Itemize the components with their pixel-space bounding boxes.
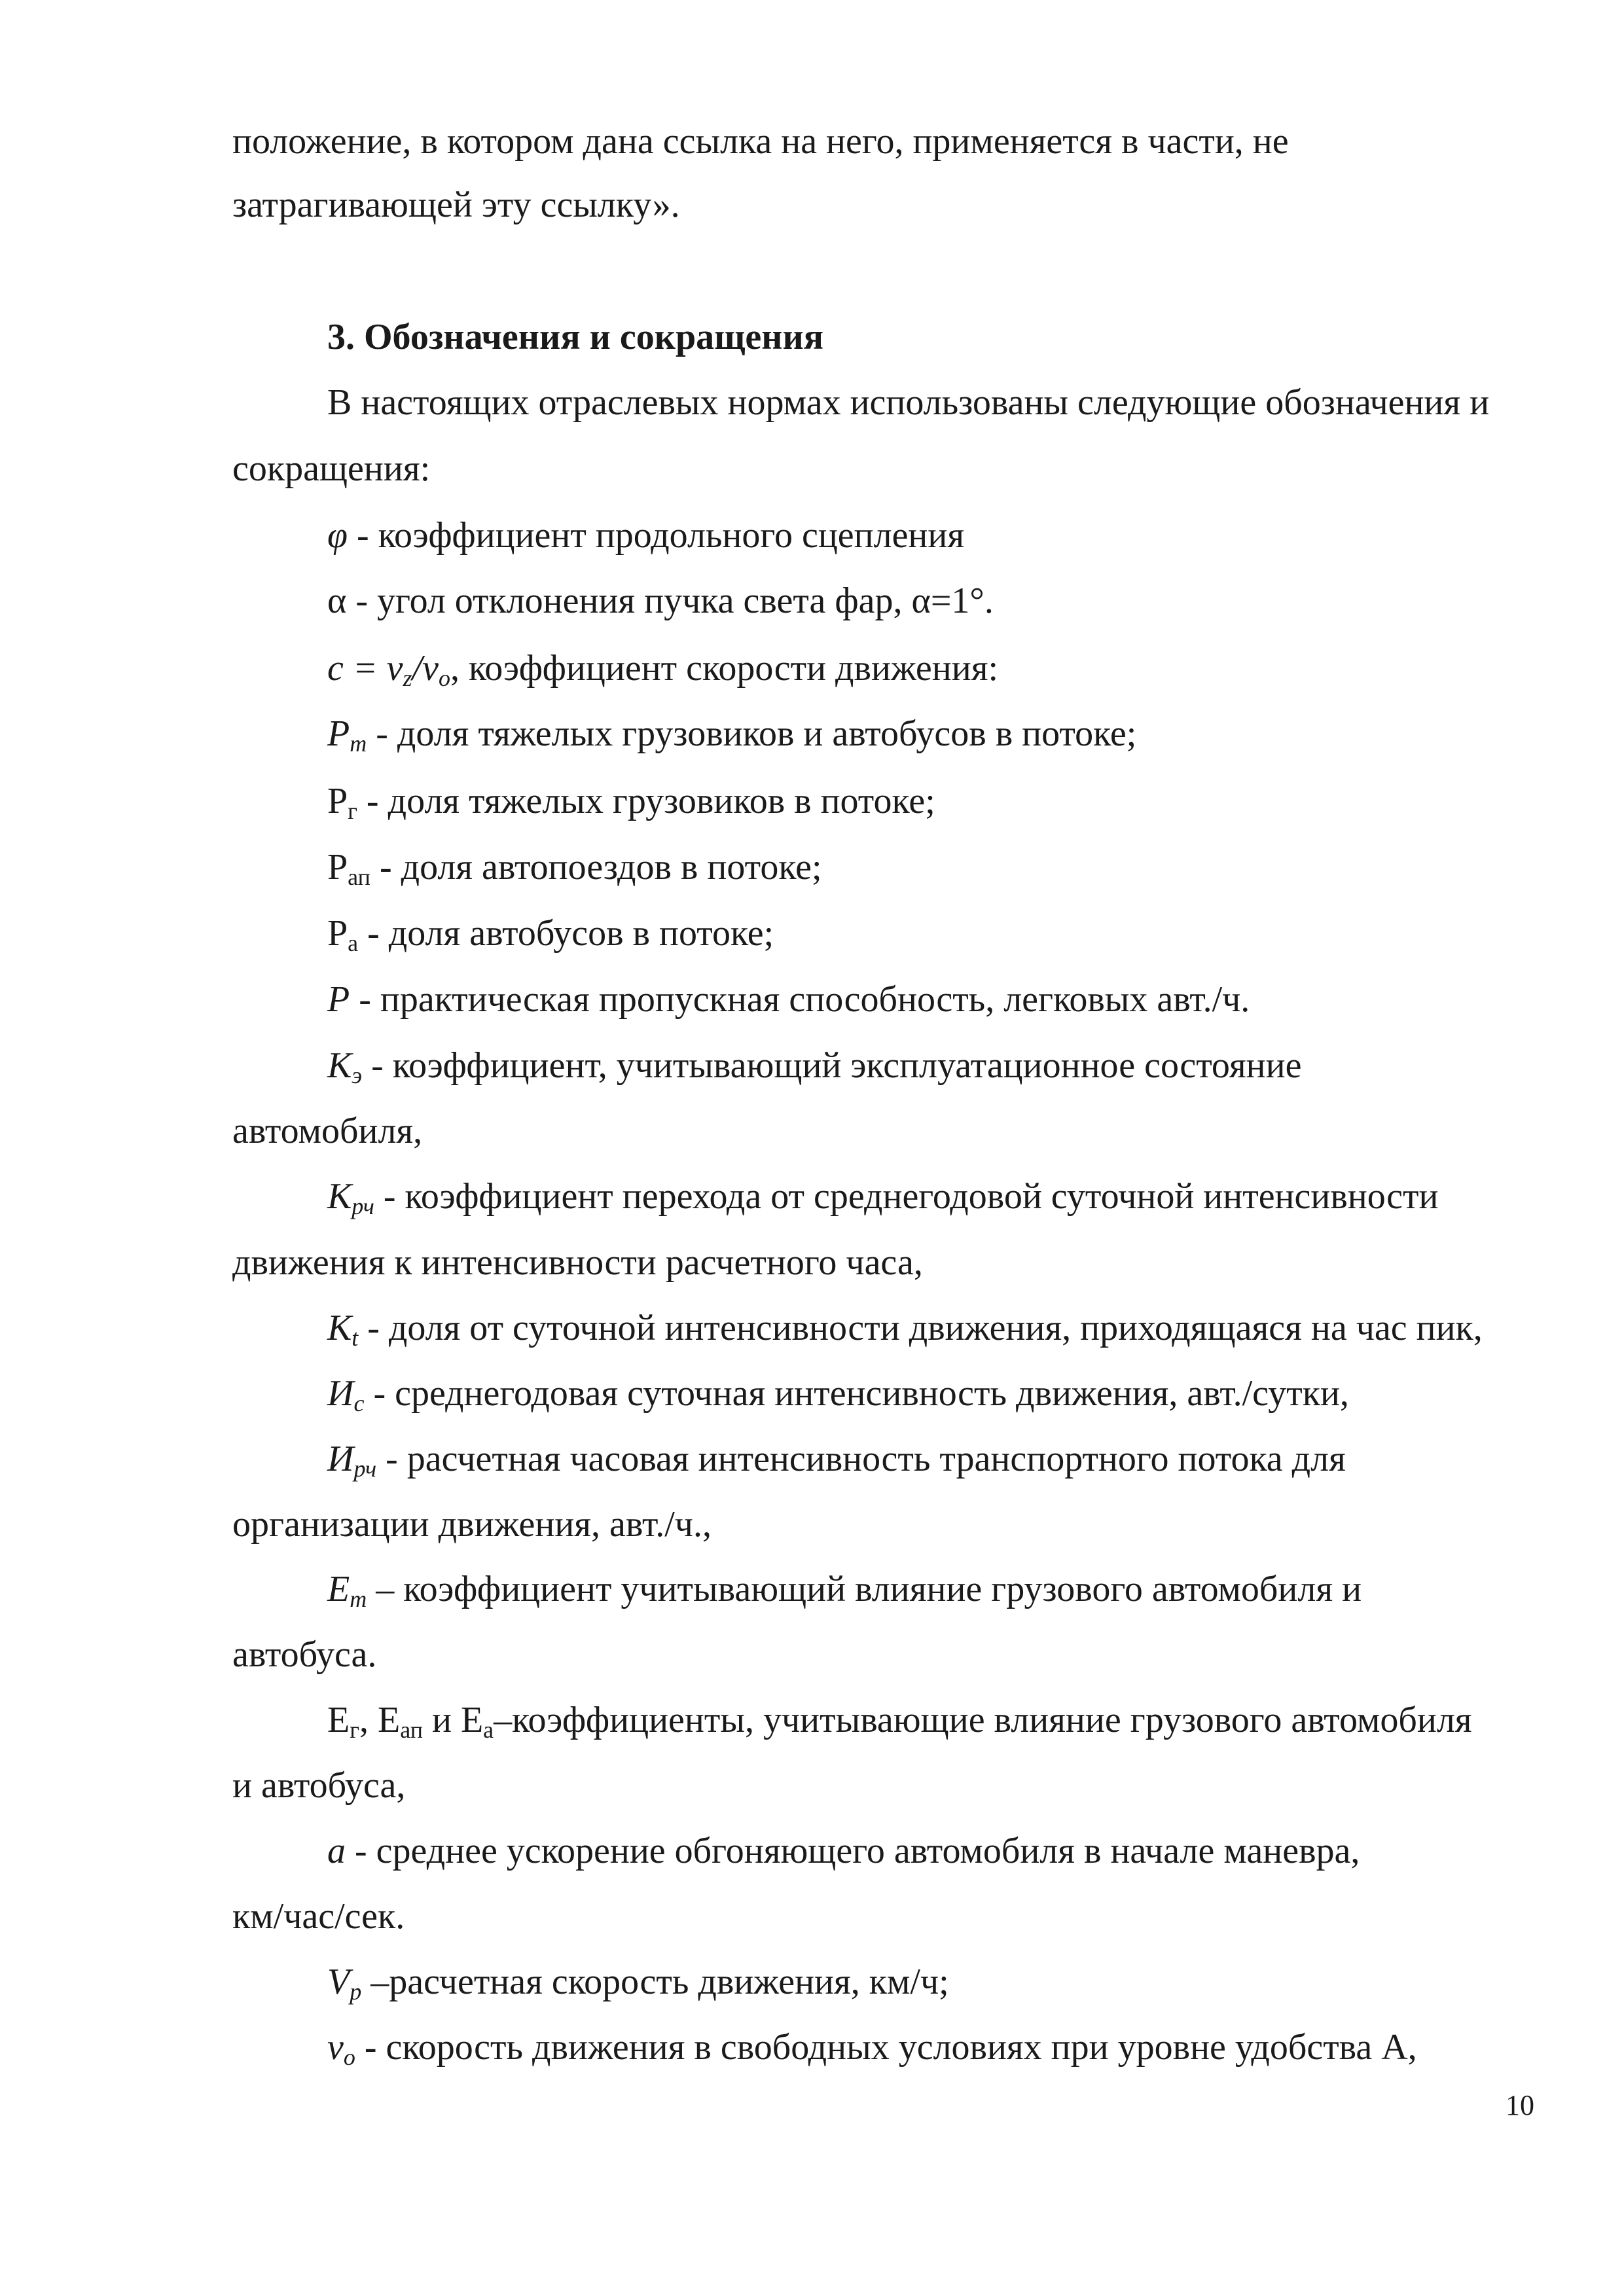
term-a <box>327 1833 1360 1869</box>
term-symbol: α <box>327 581 347 621</box>
term-subscript: г <box>348 798 357 824</box>
section-intro-line-2: сокращения: <box>232 448 431 489</box>
term-symbol: Р <box>327 781 348 821</box>
term-text: – коэффициент учитывающий влияние грузового автомобиля и <box>367 1569 1362 1609</box>
term-separator-2: и Е <box>422 1700 484 1740</box>
term-text: - угол отклонения пучка света фар, α=1°. <box>346 581 994 621</box>
term-vp <box>327 1962 949 2005</box>
term-ke <box>327 1045 1302 1088</box>
term-symbol: V <box>327 1962 350 2002</box>
term-text: –коэффициенты, учитывающие влияние грузового автомобиля <box>494 1700 1472 1740</box>
term-subscript-2: o <box>438 665 450 691</box>
term-ke-continuation: автомобиля, <box>232 1111 423 1151</box>
term-subscript: t <box>352 1325 359 1351</box>
term-symbol: P <box>327 979 350 1020</box>
term-text: - среднегодовая суточная интенсивность движения, авт./сутки, <box>364 1373 1349 1414</box>
term-e-coefficients <box>327 1700 1472 1743</box>
term-text: - коэффициент продольного сцепления <box>347 515 965 556</box>
term-irch-continuation: организации движения, авт./ч., <box>232 1504 712 1545</box>
term-subscript: m <box>350 730 367 757</box>
term-symbol: v <box>327 2027 344 2068</box>
term-subscript: m <box>350 1586 367 1612</box>
term-p <box>327 981 1250 1018</box>
term-subscript-2: ап <box>400 1717 423 1743</box>
term-text: - расчетная часовая интенсивность транспортного потока для <box>376 1439 1346 1479</box>
term-alpha <box>327 583 994 619</box>
term-subscript: рч <box>352 1193 374 1219</box>
term-text: - доля тяжелых грузовиков и автобусов в потоке; <box>367 713 1137 754</box>
term-symbol: c = v <box>327 648 403 689</box>
term-symbol: Р <box>327 913 348 954</box>
term-a-continuation: км/час/сек. <box>232 1896 405 1937</box>
page-number: 10 <box>1506 2089 1534 2121</box>
term-text: - практическая пропускная способность, легковых авт./ч. <box>350 979 1250 1020</box>
intro-line-2: затрагивающей эту ссылку». <box>232 185 680 225</box>
term-c <box>327 648 999 691</box>
term-text: - коэффициент, учитывающий эксплуатационное состояние <box>362 1045 1302 1086</box>
term-text: , коэффициент скорости движения: <box>450 648 999 689</box>
term-ic <box>327 1373 1349 1416</box>
term-subscript: рч <box>353 1456 377 1482</box>
term-subscript: э <box>352 1062 363 1088</box>
term-symbol: P <box>327 713 350 754</box>
term-kt <box>327 1308 1483 1351</box>
term-symbol: К <box>327 1308 352 1348</box>
term-symbol: И <box>327 1373 354 1414</box>
term-pap <box>327 847 822 890</box>
term-text: - доля автопоездов в потоке; <box>370 847 822 888</box>
term-pm <box>327 713 1137 757</box>
intro-line-1: положение, в котором дана ссылка на него, применяется в части, не <box>232 121 1289 162</box>
term-symbol: И <box>327 1439 354 1479</box>
term-subscript: p <box>350 1979 362 2005</box>
term-text: - доля от суточной интенсивности движения, приходящаяся на час пик, <box>358 1308 1483 1348</box>
term-subscript: z <box>403 665 412 691</box>
term-pg <box>327 781 935 824</box>
term-text: –расчетная скорость движения, км/ч; <box>361 1962 949 2002</box>
term-subscript: с <box>353 1390 365 1416</box>
term-symbol: Е <box>327 1700 350 1740</box>
term-em-continuation: автобуса. <box>232 1634 377 1675</box>
term-krch <box>327 1176 1439 1219</box>
term-symbol: E <box>327 1569 350 1609</box>
term-e-coefficients-continuation: и автобуса, <box>232 1765 406 1806</box>
term-text: - коэффициент перехода от среднегодовой суточной интенсивности <box>374 1176 1439 1217</box>
term-pa <box>327 913 774 956</box>
section-heading: 3. Обозначения и сокращения <box>327 317 824 357</box>
section-intro-line-1: В настоящих отраслевых нормах использованы следующие обозначения и <box>327 382 1490 423</box>
term-separator: , Е <box>359 1700 401 1740</box>
term-text: - доля тяжелых грузовиков в потоке; <box>357 781 935 821</box>
term-em <box>327 1569 1362 1612</box>
term-subscript: а <box>348 930 359 956</box>
term-vo <box>327 2027 1417 2070</box>
term-symbol: φ <box>327 515 348 556</box>
term-symbol: К <box>327 1176 352 1217</box>
term-krch-continuation: движения к интенсивности расчетного часа, <box>232 1242 923 1283</box>
term-symbol: К <box>327 1045 352 1086</box>
term-symbol: a <box>327 1831 346 1871</box>
term-phi <box>327 517 964 554</box>
term-text: - доля автобусов в потоке; <box>358 913 774 954</box>
term-subscript: г <box>350 1717 359 1743</box>
term-symbol: Р <box>327 847 348 888</box>
term-text: - скорость движения в свободных условиях при уровне удобства А, <box>355 2027 1417 2068</box>
term-text: - среднее ускорение обгоняющего автомобиля в начале маневра, <box>346 1831 1360 1871</box>
term-subscript: o <box>343 2044 355 2070</box>
term-subscript: ап <box>348 864 370 890</box>
term-symbol-2: /v <box>412 648 439 689</box>
term-subscript-3: а <box>483 1717 494 1743</box>
term-irch <box>327 1439 1346 1482</box>
